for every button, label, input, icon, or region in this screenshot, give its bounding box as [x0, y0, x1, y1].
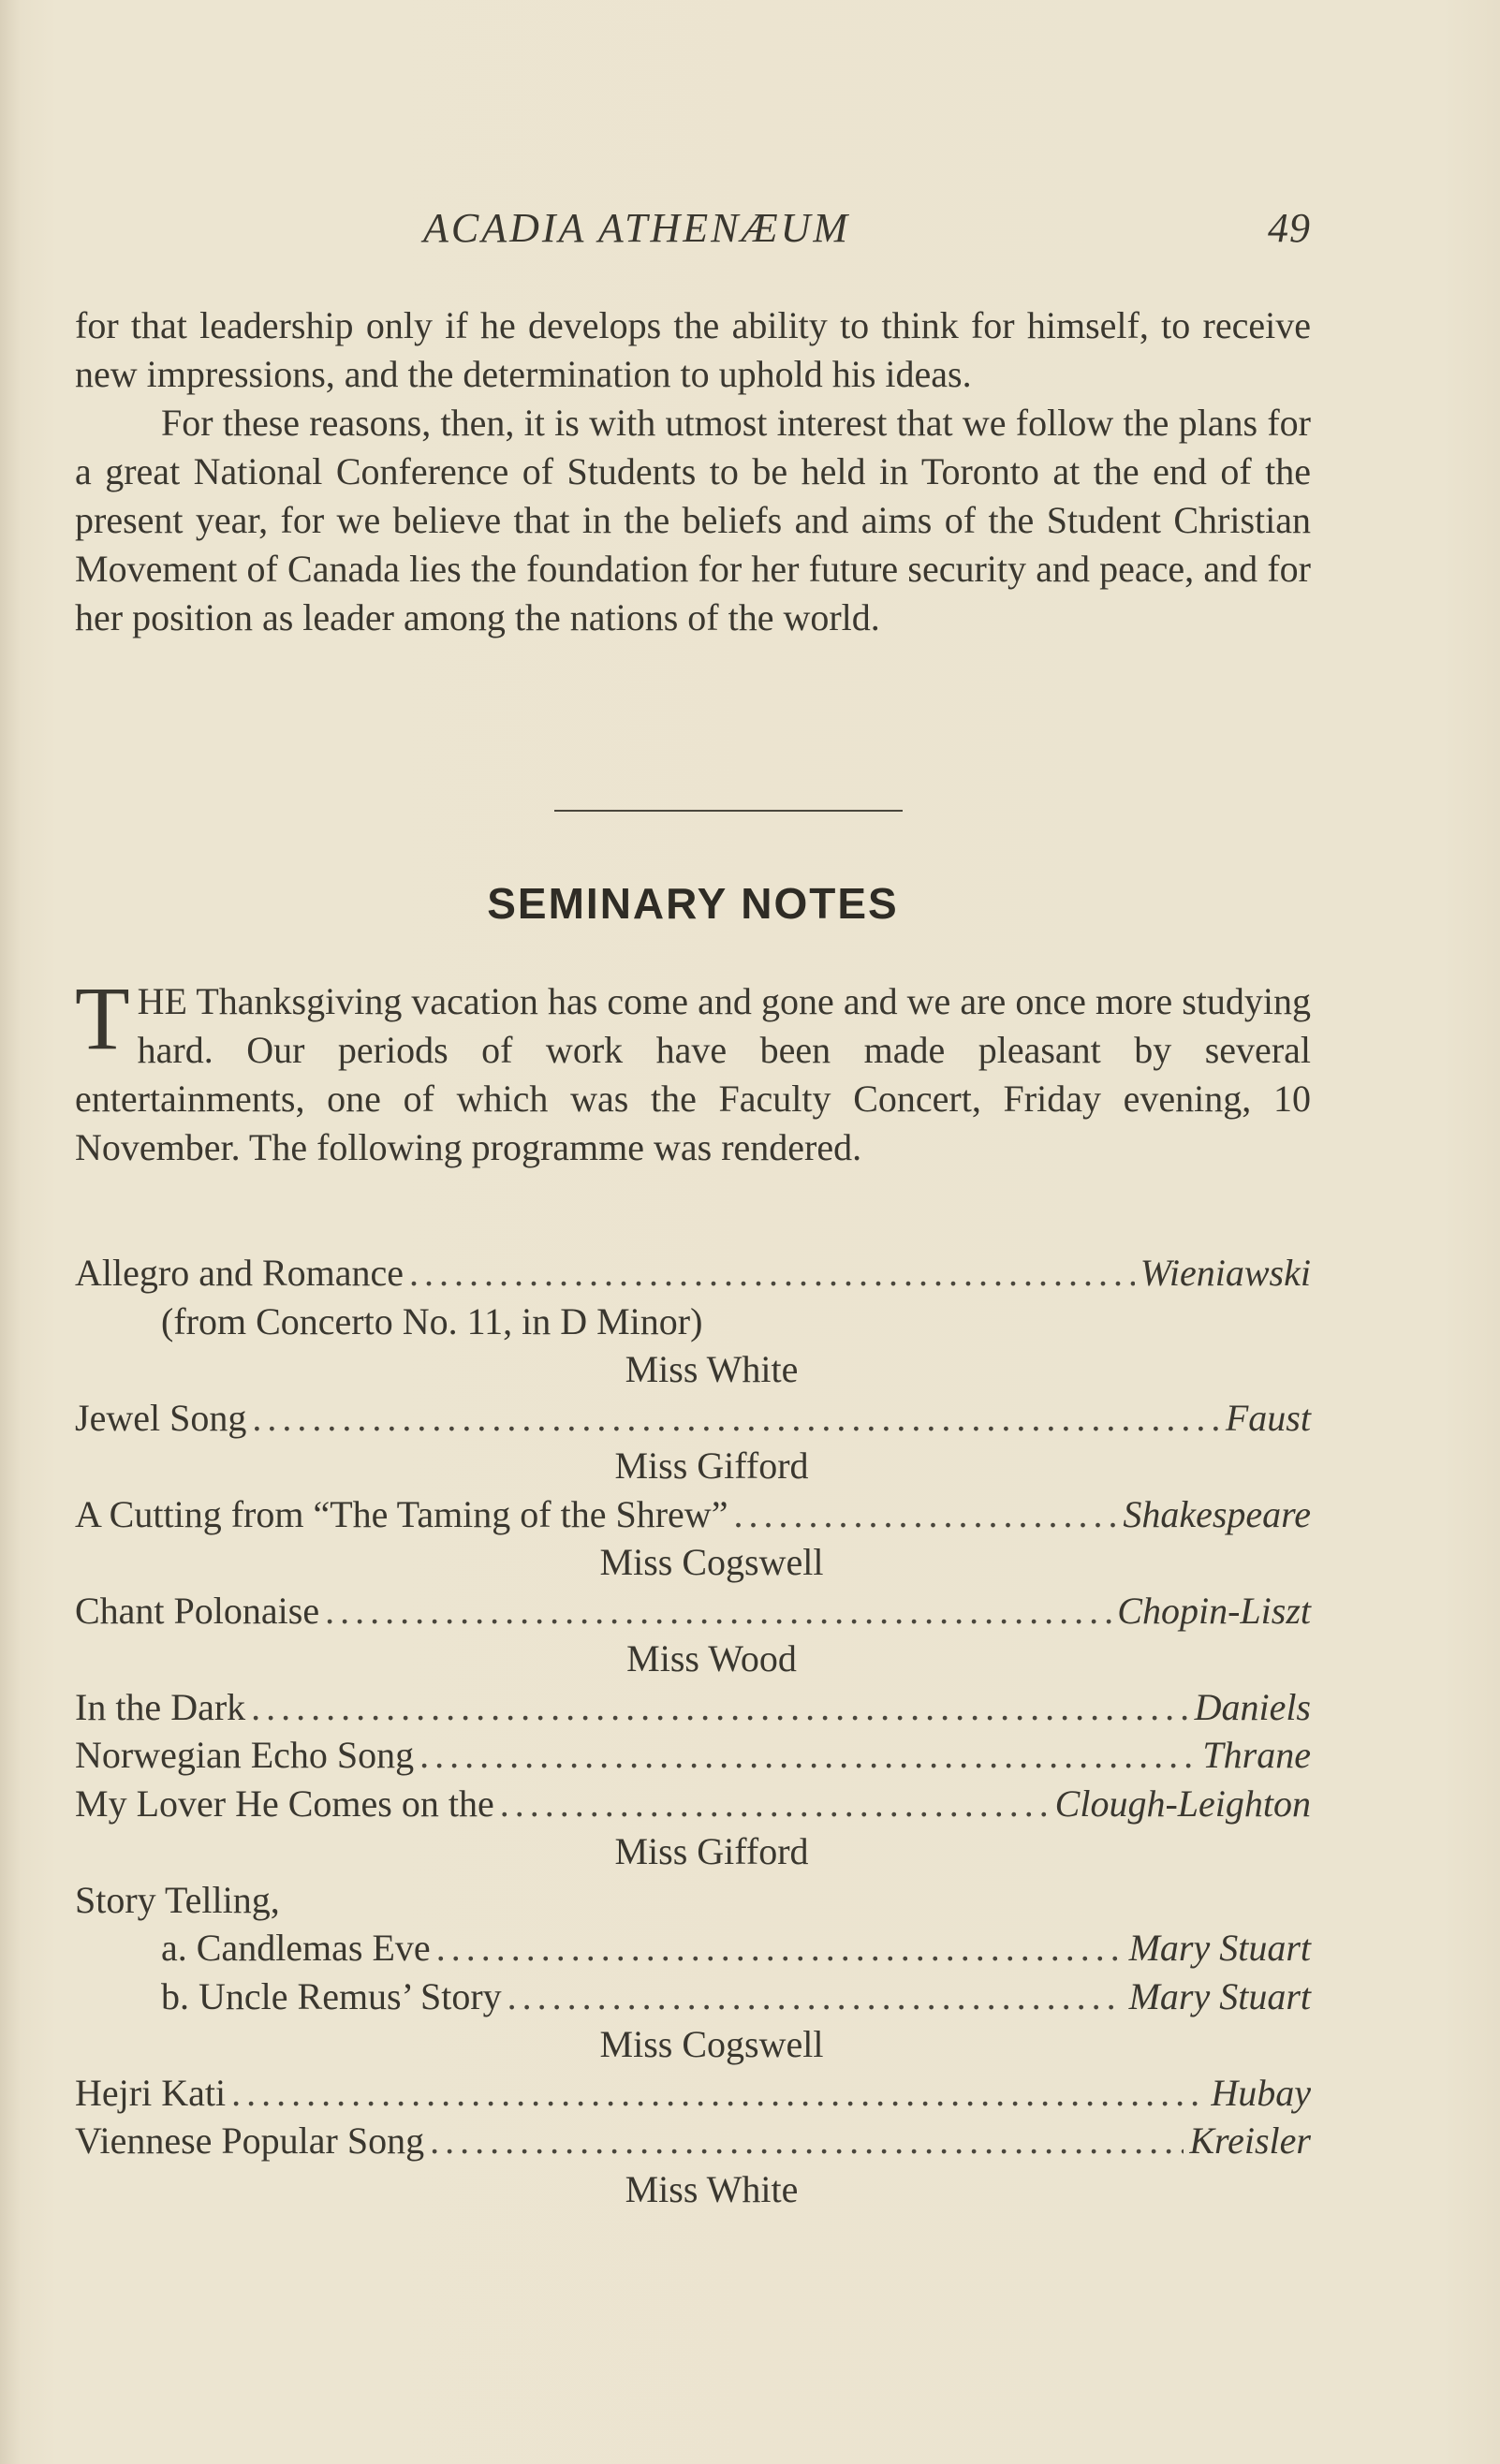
- programme-item: [75, 2069, 1311, 2118]
- performer-name: Miss Wood: [626, 1637, 797, 1679]
- programme-note: (from Concerto No. 11, in D Minor): [161, 1299, 703, 1342]
- running-header: [75, 204, 1311, 257]
- programme-item: [75, 1587, 1311, 1635]
- programme-group-heading: Story Telling,: [75, 1878, 280, 1921]
- piece-title: b. Uncle Remus’ Story: [161, 1974, 502, 2017]
- performer-name: Miss Gifford: [614, 1445, 809, 1487]
- concert-programme: [75, 1249, 1311, 2213]
- programme-item: [75, 1249, 1311, 1298]
- journal-title: ACADIA ATHENÆUM: [423, 205, 851, 251]
- composer-name: Mary Stuart: [1128, 1974, 1311, 2017]
- programme-item: [75, 2117, 1311, 2165]
- programme-item: [75, 1394, 1311, 1443]
- dot-leader: [507, 1973, 1124, 2021]
- dot-leader: [500, 1780, 1050, 1828]
- piece-title: My Lover He Comes on the: [75, 1782, 494, 1825]
- dot-leader: [325, 1587, 1111, 1635]
- piece-title: a. Candlemas Eve: [161, 1927, 431, 1969]
- composer-name: Faust: [1225, 1396, 1311, 1439]
- composer-name: Thrane: [1202, 1734, 1311, 1776]
- drop-cap: T: [75, 968, 130, 1068]
- composer-name: Hubay: [1211, 2071, 1311, 2114]
- section-divider: [554, 810, 903, 812]
- piece-title: Chant Polonaise: [75, 1589, 320, 1632]
- piece-title: A Cutting from “The Taming of the Shrew”: [75, 1492, 728, 1535]
- performer-name: Miss Cogswell: [599, 2023, 824, 2065]
- dot-leader: [409, 1249, 1135, 1298]
- programme-item: [75, 1490, 1311, 1539]
- composer-name: Kreisler: [1189, 2119, 1311, 2162]
- dot-leader: [430, 2117, 1184, 2165]
- performer-name: Miss Gifford: [614, 1830, 809, 1872]
- dot-leader: [436, 1924, 1124, 1973]
- dot-leader: [419, 1731, 1197, 1780]
- piece-title: In the Dark: [75, 1685, 246, 1728]
- programme-item: [75, 1731, 1311, 1780]
- dot-leader: [252, 1394, 1220, 1443]
- composer-name: Chopin-Liszt: [1117, 1589, 1311, 1632]
- paragraph: For these reasons, then, it is with utmost interest that we follow the plans for a great National Conference of Students to be held in Toronto at the end of the present year, for we believe that in the beliefs and aims of the Student Christian Movement of Canada lies the foundation for her future security and peace, and for her position as leader among the nations of the world.: [75, 402, 1311, 638]
- piece-title: Norwegian Echo Song: [75, 1734, 415, 1776]
- article-continuation: [75, 301, 1311, 642]
- piece-title: Jewel Song: [75, 1396, 247, 1439]
- composer-name: Daniels: [1194, 1685, 1311, 1728]
- dot-leader: [231, 2069, 1205, 2118]
- composer-name: Mary Stuart: [1128, 1927, 1311, 1969]
- performer-name: Miss Cogswell: [599, 1541, 824, 1583]
- intro-text: HE Thanksgiving vacation has come and gone and we are once more studying hard. Our periods of work have been made pleasant by several entertainments, one of which was the Faculty Concert, Friday evening, 10 November. The following programme was rendered.: [75, 980, 1311, 1168]
- programme-subitem: [75, 1973, 1311, 2021]
- page-number: 49: [1268, 205, 1311, 251]
- dot-leader: [733, 1490, 1117, 1539]
- composer-name: Shakespeare: [1123, 1492, 1311, 1535]
- piece-title: Allegro and Romance: [75, 1252, 404, 1294]
- intro-paragraph: [75, 968, 1311, 1172]
- section-intro: [75, 968, 1311, 1172]
- piece-title: Hejri Kati: [75, 2071, 227, 2114]
- programme-item: [75, 1683, 1311, 1732]
- performer-name: Miss White: [625, 1348, 799, 1390]
- composer-name: Wieniawski: [1140, 1252, 1311, 1294]
- piece-title: Viennese Popular Song: [75, 2119, 425, 2162]
- section-heading: SEMINARY NOTES: [487, 879, 899, 928]
- dot-leader: [251, 1683, 1188, 1732]
- composer-name: Clough-Leighton: [1054, 1782, 1311, 1825]
- paragraph: for that leadership only if he develops the ability to think for himself, to receive new impressions, and the determination to uphold his ideas.: [75, 304, 1311, 395]
- programme-subitem: [75, 1924, 1311, 1973]
- programme-item: [75, 1780, 1311, 1828]
- performer-name: Miss White: [625, 2167, 799, 2210]
